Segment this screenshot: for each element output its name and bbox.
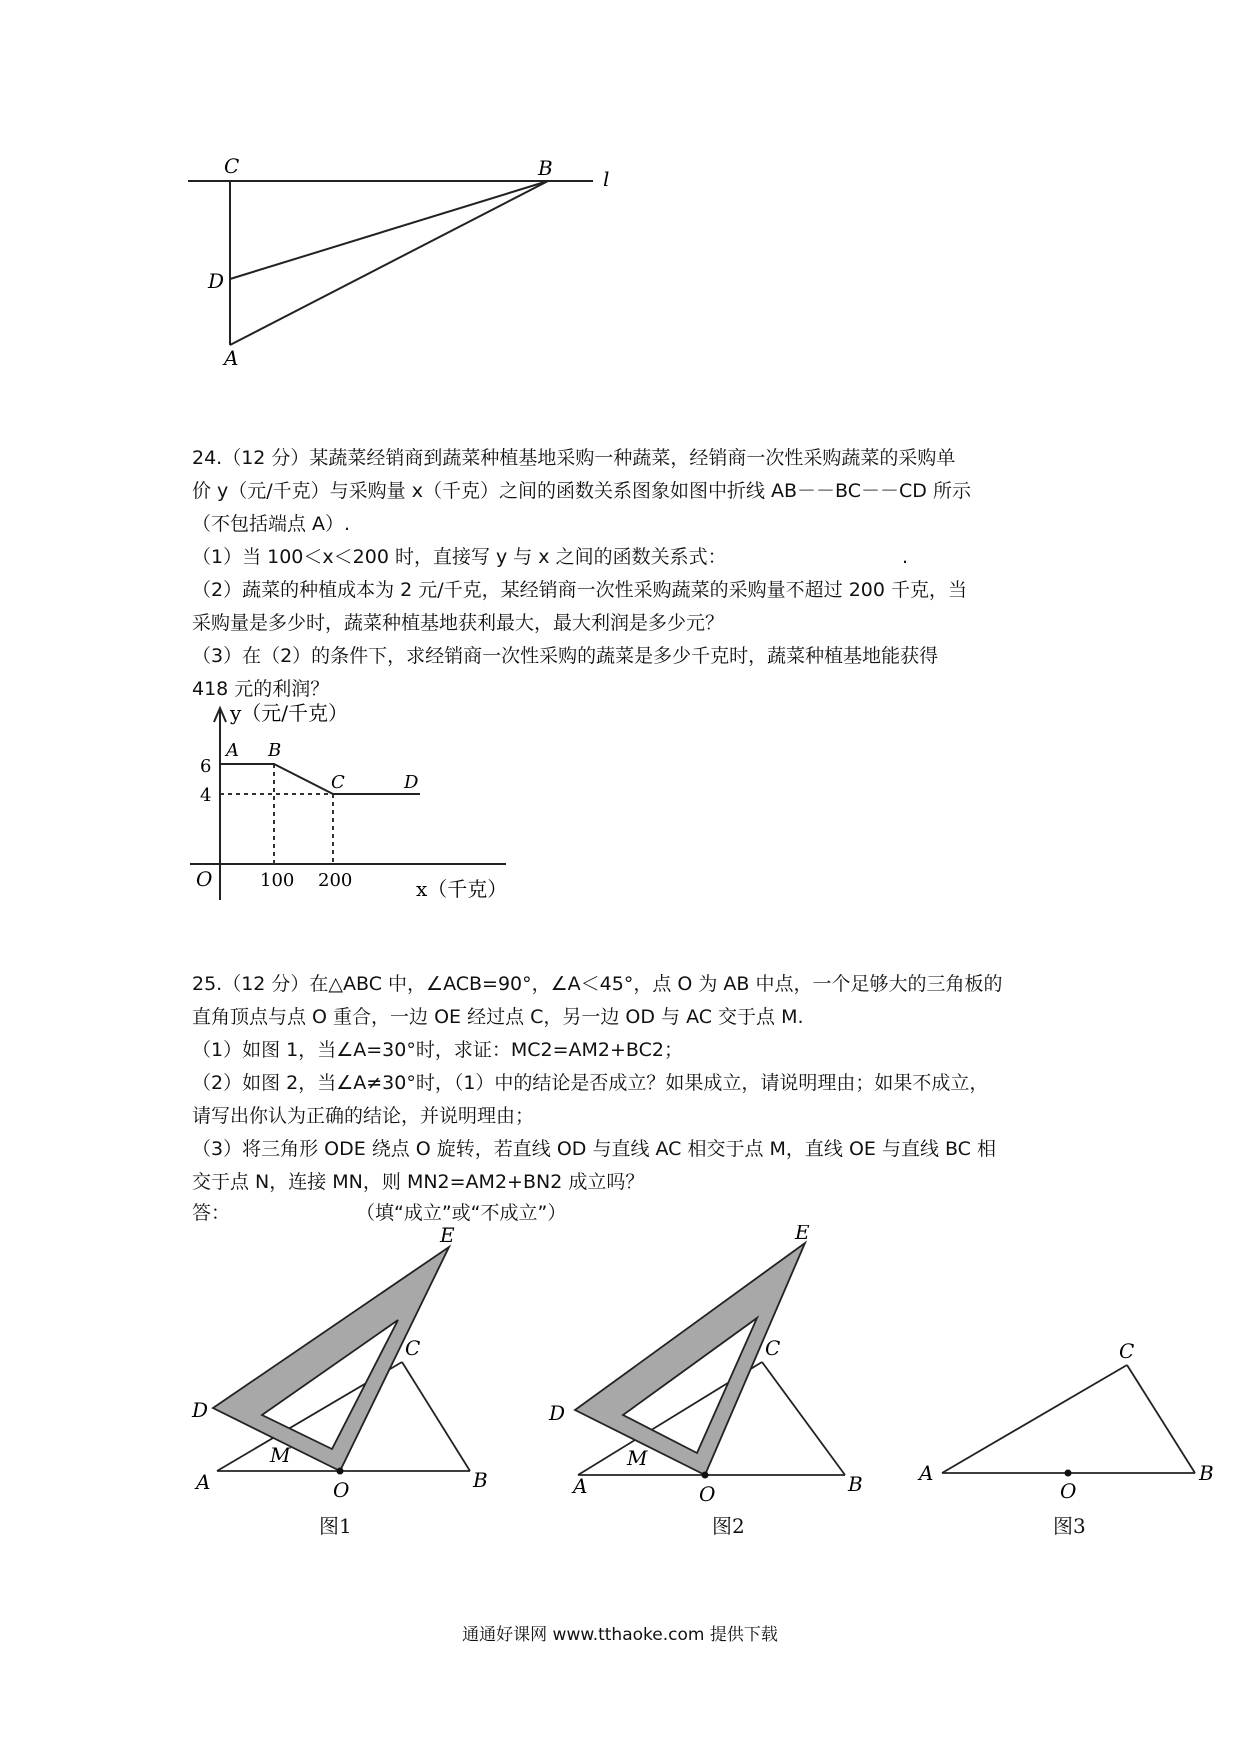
label-M: M: [627, 1446, 648, 1470]
label-E: E: [440, 1225, 455, 1247]
q25-line: 25.（12 分）在△ABC 中，∠ACB=90°，∠A＜45°，点 O 为 AB 中点，一个足够大的三角板的: [192, 973, 1003, 995]
segment-DB: [230, 181, 548, 279]
x-tick-200: 200: [318, 870, 353, 891]
origin-label: O: [196, 867, 213, 891]
label-A: A: [224, 346, 239, 370]
label-O: O: [333, 1478, 350, 1502]
page-footer: 通通好课网 www.tthaoke.com 提供下载: [462, 1625, 778, 1645]
segment-CB: [762, 1362, 845, 1475]
q25-line: 交于点 N，连接 MN，则 MN2=AM2+BN2 成立吗？: [192, 1171, 645, 1193]
y-tick-4: 4: [200, 785, 212, 806]
label-E: E: [795, 1225, 810, 1244]
q25-answer-hint: （填“成立”或“不成立”）: [356, 1202, 567, 1224]
segment-CB: [1127, 1365, 1195, 1473]
q24-line: 24.（12 分）某蔬菜经销商到蔬菜种植基地采购一种蔬菜，经销商一次性采购蔬菜的采购单: [192, 447, 956, 469]
segment-CB: [402, 1362, 470, 1471]
q24-line: 采购量是多少时，蔬菜种植基地获利最大，最大利润是多少元？: [192, 612, 725, 634]
point-O: [1065, 1470, 1072, 1477]
q24-line: 418 元的利润？: [192, 678, 330, 700]
label-B: B: [848, 1472, 863, 1496]
q25-answer-label: 答：: [192, 1202, 231, 1224]
q25-figure-3: [915, 1340, 1225, 1500]
label-A: A: [573, 1474, 588, 1498]
top-geometry-figure: [180, 155, 620, 370]
segment-AB: [230, 181, 548, 345]
figure-2-caption: 图2: [712, 1514, 745, 1538]
point-B-label: B: [268, 740, 282, 761]
label-B: B: [1199, 1461, 1214, 1485]
q24-line: （2）蔬菜的种植成本为 2 元/千克，某经销商一次性采购蔬菜的采购量不超过 200 千克，当: [192, 579, 968, 601]
price-polyline: [220, 764, 420, 794]
label-C: C: [1119, 1340, 1135, 1363]
y-axis-label: y（元/千克）: [230, 701, 349, 725]
label-O: O: [699, 1482, 716, 1506]
q25-line: （1）如图 1，当∠A=30°时，求证：MC2=AM2+BC2；: [192, 1039, 683, 1061]
label-B: B: [473, 1468, 488, 1492]
label-A: A: [196, 1470, 211, 1494]
q24-line: 价 y（元/千克）与采购量 x（千克）之间的函数关系图象如图中折线 AB－－BC－－CD 所示: [192, 480, 971, 502]
q25-line: 请写出你认为正确的结论，并说明理由；: [192, 1105, 535, 1127]
q25-figure-2: [545, 1225, 865, 1515]
label-D: D: [549, 1401, 566, 1425]
q24-blank-dot: .: [902, 546, 909, 568]
x-axis-label: x（千克）: [416, 877, 508, 901]
q25-line: （3）将三角形 ODE 绕点 O 旋转，若直线 OD 与直线 AC 相交于点 M，直线 OE 与直线 BC 相: [192, 1138, 996, 1160]
label-C: C: [765, 1336, 781, 1360]
label-C: C: [224, 155, 240, 178]
q24-price-graph: [186, 700, 526, 910]
q25-line: 直角顶点与点 O 重合，一边 OE 经过点 C，另一边 OD 与 AC 交于点 M.: [192, 1006, 804, 1028]
segment-AC: [942, 1365, 1127, 1473]
q24-line: （3）在（2）的条件下，求经销商一次性采购的蔬菜是多少千克时，蔬菜种植基地能获得: [192, 645, 939, 667]
figure-1-caption: 图1: [319, 1514, 352, 1538]
point-O: [337, 1468, 344, 1475]
y-tick-6: 6: [200, 756, 212, 777]
x-tick-100: 100: [260, 870, 295, 891]
label-B: B: [538, 156, 553, 180]
label-D: D: [208, 269, 225, 293]
label-M: M: [270, 1443, 291, 1467]
label-A: A: [919, 1461, 934, 1485]
figure-3-caption: 图3: [1053, 1514, 1086, 1538]
label-l: l: [603, 167, 610, 191]
q25-figure-1: [190, 1225, 510, 1515]
q24-line: （1）当 100＜x＜200 时，直接写 y 与 x 之间的函数关系式：: [192, 546, 727, 568]
label-D: D: [192, 1398, 209, 1422]
point-A-label: A: [226, 740, 239, 761]
point-C-label: C: [331, 772, 345, 793]
q25-line: （2）如图 2，当∠A≠30°时，（1）中的结论是否成立？如果成立，请说明理由；如果不成立，: [192, 1072, 989, 1094]
point-D-label: D: [404, 772, 419, 793]
point-O: [702, 1472, 709, 1479]
label-O: O: [1060, 1479, 1077, 1500]
label-C: C: [405, 1336, 421, 1360]
q24-line: （不包括端点 A）.: [192, 513, 351, 535]
